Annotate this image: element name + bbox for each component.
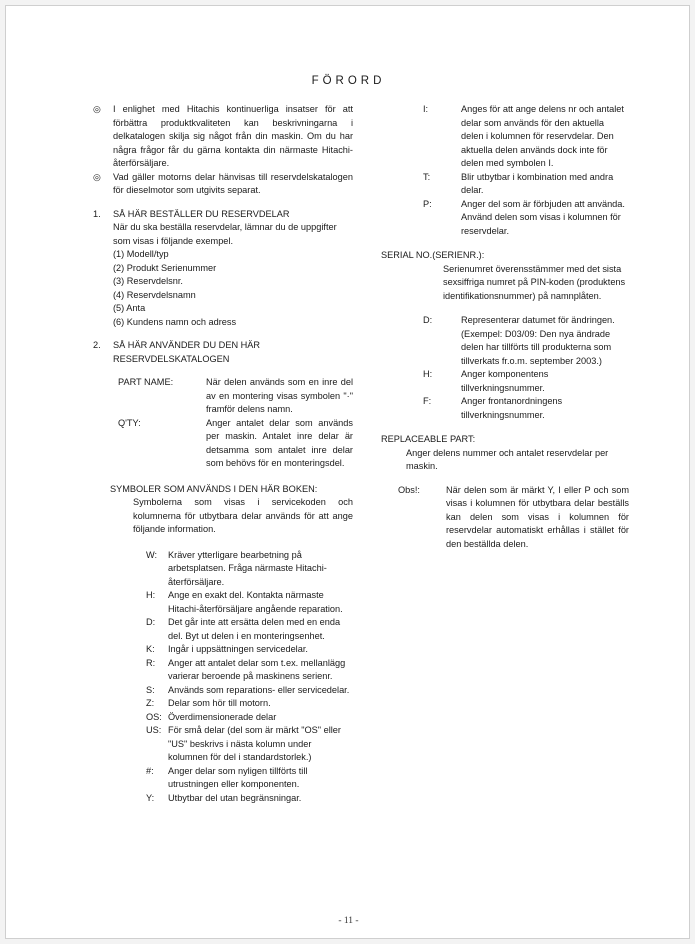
symbol-key: D: <box>146 617 156 627</box>
definition-row <box>93 417 353 471</box>
symbol-desc: Anges för att ange delens nr och antalet delar som används för den aktuella delen i kolumnen för reservdelar. Den aktuella delen används dock inte för delen med symbolen I. <box>461 104 624 168</box>
serial-code-row <box>381 314 629 368</box>
symbol-row <box>381 198 629 239</box>
symbol-key: P: <box>423 198 432 209</box>
definition-desc: Anger antalet delar som används per maskin. Antalet inre delar är detsamma som antalet inre delar som behövs för en monteringsdel. <box>206 417 353 468</box>
right-column <box>381 103 629 551</box>
symbol-row <box>146 765 353 792</box>
order-item: (3) Reservdelsnr. <box>113 276 183 286</box>
symbol-key: Z: <box>146 698 155 708</box>
symbol-row <box>146 711 353 725</box>
serial-code-key: F: <box>423 396 432 406</box>
intro-paragraph: Vad gäller motorns delar hänvisas till reservdelskatalogen för dieselmotor som utgivits separat. <box>113 171 353 195</box>
serial-code-desc: Representerar datumet för ändringen. (Exempel: D03/09: Den nya ändrade delen har tillförts till produkterna som tillverkats fr.o.m. september 2003.) <box>461 315 615 366</box>
replaceable-heading: REPLACEABLE PART: <box>381 434 476 444</box>
serial-code-key: D: <box>423 315 433 325</box>
page-title: FÖRORD <box>311 75 386 87</box>
replaceable-body: Anger delens nummer och antalet reservdelar per maskin. <box>406 447 609 471</box>
symbols-intro: Symbolerna som visas i servicekoden och kolumnerna för utbytbara delar används för att ange följande information. <box>133 497 353 534</box>
symbol-desc: Utbytbar del utan begränsningar. <box>168 792 302 803</box>
serial-code-row <box>381 395 629 422</box>
symbol-desc: Blir utbytbar i kombination med andra delar. <box>461 171 614 195</box>
serial-code-row <box>381 368 629 395</box>
symbols-list <box>93 549 353 806</box>
intro-paragraph: I enlighet med Hitachis kontinuerliga insatser för att förbättra produktkvaliteten kan beskrivningarna i delkatalogen skilja sig något från din maskin. Om du har några frågor får du gärna kontakta din närmaste Hitachi-återförsäljare. <box>113 104 353 168</box>
section-body: När du ska beställa reservdelar, lämnar du de uppgifter som visas i följande exempel. <box>113 222 337 246</box>
symbol-desc: Överdimensionerade delar <box>168 711 277 722</box>
symbol-desc: Kräver ytterligare bearbetning på arbetsplatsen. Fråga närmaste Hitachi-återförsäljare. <box>168 549 327 587</box>
section-usage <box>93 339 353 471</box>
symbol-desc: Anger att antalet delar som t.ex. mellanlägg varierar beroende på maskinens serienr. <box>168 657 346 681</box>
symbol-key: H: <box>146 590 156 600</box>
definition-desc: När delen används som en inre del av en montering visas symbolen "·" framför delens namn. <box>206 377 353 414</box>
symbol-key: #: <box>146 765 154 776</box>
note-key: Obs!: <box>398 484 420 495</box>
serial-heading: SERIAL NO.(SERIENR.): <box>381 250 485 260</box>
intro-bullet <box>93 103 353 171</box>
section-ordering <box>93 208 353 330</box>
symbol-key: T: <box>423 171 431 182</box>
symbol-row <box>146 616 353 643</box>
order-item: (4) Reservdelsnamn <box>113 289 196 300</box>
symbol-row <box>146 792 353 806</box>
intro-bullet <box>93 171 353 198</box>
bullet-icon: ◎ <box>93 171 101 182</box>
symbol-desc: Anger del som är förbjuden att använda. Använd delen som visas i kolumnen för reservdelar. <box>461 198 625 236</box>
definition-row <box>93 376 353 417</box>
note-row <box>381 484 629 552</box>
page-number: - 11 - <box>338 916 359 926</box>
definition-term: Q'TY: <box>118 417 141 428</box>
serial-code-desc: Anger frontanordningens tillverkningsnummer. <box>461 396 563 420</box>
symbol-desc: Delar som hör till motorn. <box>168 698 271 708</box>
symbol-key: W: <box>146 549 158 560</box>
symbols-heading: SYMBOLER SOM ANVÄNDS I DEN HÄR BOKEN: <box>110 483 318 494</box>
symbol-row <box>146 724 353 765</box>
symbol-desc: Används som reparations- eller servicedelar. <box>168 684 350 695</box>
symbol-desc: Det går inte att ersätta delen med en enda del. Byt ut delen i en monteringsenhet. <box>168 617 341 641</box>
left-column <box>93 103 353 805</box>
symbol-row <box>146 643 353 657</box>
symbol-row <box>381 103 629 171</box>
symbol-key: Y: <box>146 792 155 803</box>
section-number: 2. <box>93 340 101 350</box>
symbol-desc: Anger delar som nyligen tillförts till utrustningen eller komponenten. <box>168 765 308 789</box>
bullet-icon: ◎ <box>93 104 101 114</box>
symbol-row <box>146 589 353 616</box>
section-heading: SÅ HÄR ANVÄNDER DU DEN HÄR RESERVDELSKATALOGEN <box>113 340 261 364</box>
symbol-key: K: <box>146 644 155 654</box>
symbol-key: OS: <box>146 711 162 722</box>
order-item: (2) Produkt Serienummer <box>113 262 217 273</box>
symbol-key: US: <box>146 725 162 735</box>
symbol-row <box>381 171 629 198</box>
symbol-row <box>146 657 353 684</box>
symbol-row <box>146 684 353 698</box>
serial-code-key: H: <box>423 369 433 379</box>
symbol-desc: Ange en exakt del. Kontakta närmaste Hitachi-återförsäljare angående reparation. <box>168 590 343 614</box>
order-item: (5) Anta <box>113 303 146 313</box>
note-text: När delen som är märkt Y, I eller P och som visas i kolumnen för utbytbara delar beställs kan delen som visas i kolumnen för reservdelar automatiskt erhållas i stället för den beställda delen. <box>446 484 629 549</box>
serial-code-desc: Anger komponentens tillverkningsnummer. <box>461 369 549 393</box>
document-page <box>5 5 690 939</box>
symbol-desc: För små delar (del som är märkt "OS" eller "US" beskrivs i nästa kolumn under kolumnen för del i standardstorlek.) <box>168 725 341 762</box>
symbol-row <box>146 697 353 711</box>
order-item: (6) Kundens namn och adress <box>113 316 237 327</box>
symbol-key: S: <box>146 684 155 695</box>
symbol-desc: Ingår i uppsättningen servicedelar. <box>168 644 308 654</box>
symbol-key: I: <box>423 104 429 114</box>
serial-codes <box>381 314 629 422</box>
section-heading: SÅ HÄR BESTÄLLER DU RESERVDELAR <box>113 208 290 219</box>
definition-term: PART NAME: <box>118 377 174 387</box>
symbol-key: R: <box>146 657 156 668</box>
symbol-row <box>146 549 353 590</box>
serial-body: Serienumret överensstämmer med det sista sexsiffriga numret på PIN-koden (produktens identifikationsnummer) på namnplåten. <box>443 263 626 301</box>
section-number: 1. <box>93 208 101 219</box>
order-item: (1) Modell/typ <box>113 249 169 259</box>
